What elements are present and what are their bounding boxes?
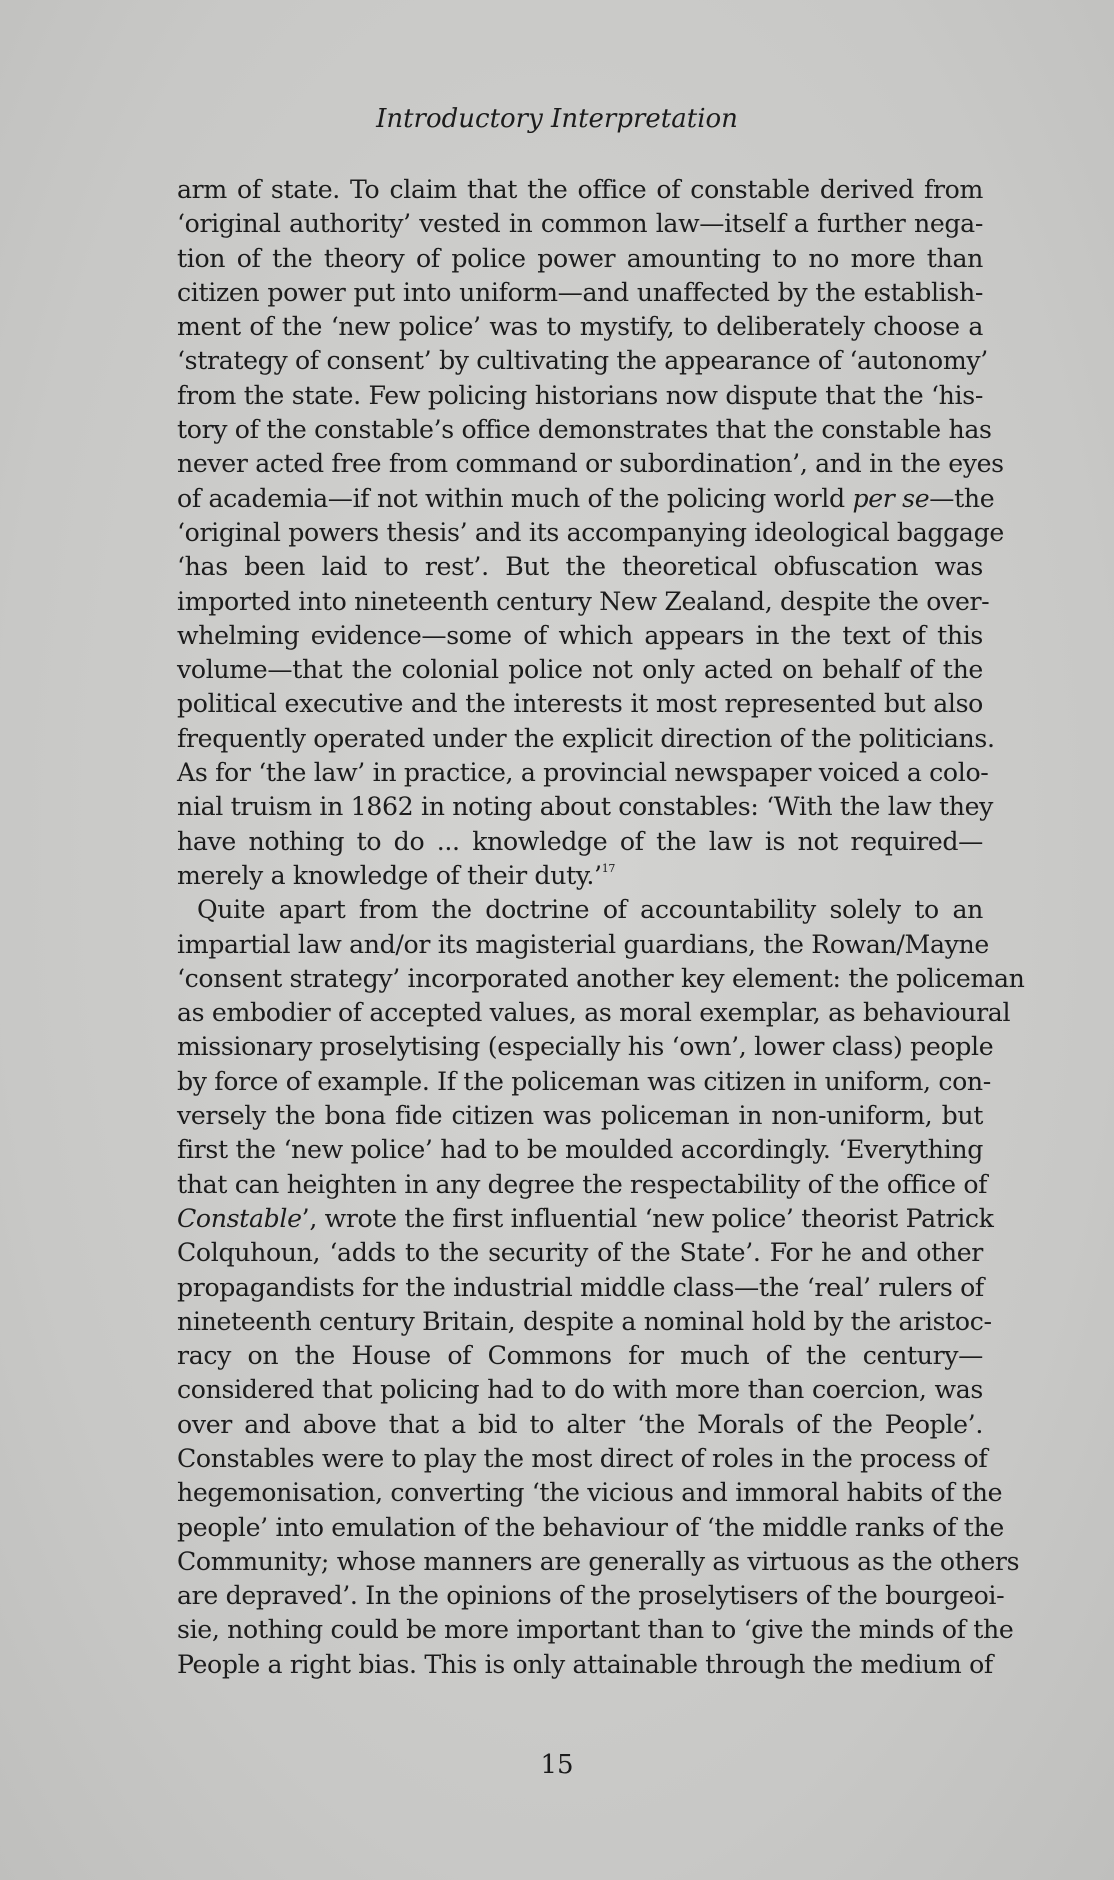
text-line: nineteenth century Britain, despite a nominal hold by the aristoc- [177, 1306, 992, 1336]
text-line: hegemonisation, converting ‘the vicious and immoral habits of the [177, 1478, 1003, 1508]
text-line: volume—that the colonial police not only acted on behalf of the [177, 655, 983, 685]
text-line: As for ‘the law’ in practice, a provincial newspaper voiced a colo- [177, 758, 989, 788]
text-line: arm of state. To claim that the office of constable derived from [177, 175, 983, 204]
text-line: impartial law and/or its magisterial guardians, the Rowan/Mayne [177, 929, 989, 959]
text-line: imported into nineteenth century New Zealand, despite the over- [177, 586, 990, 616]
text-line: frequently operated under the explicit direction of the politicians. [177, 723, 995, 753]
text-line: first the ‘new police’ had to be moulded accordingly. ‘Everything [177, 1135, 983, 1165]
text-line: whelming evidence—some of which appears in the text of this [177, 620, 983, 650]
body-text [177, 173, 1025, 1682]
text-line: political executive and the interests it most represented but also [177, 689, 983, 719]
text-line: Quite apart from the doctrine of accountability solely to an [197, 895, 983, 925]
text-line: People a right bias. This is only attainable through the medium of [177, 1649, 993, 1679]
text-line: tion of the theory of police power amounting to no more than [177, 243, 983, 273]
text-line: are depraved’. In the opinions of the proselytisers of the bourgeoi- [177, 1581, 1005, 1611]
text-line: citizen power put into uniform—and unaffected by the establish- [177, 277, 983, 307]
text-line: tory of the constable’s office demonstrates that the constable has [177, 415, 992, 445]
text-line: ‘consent strategy’ incorporated another key element: the policeman [177, 963, 1025, 993]
text-line: versely the bona fide citizen was policeman in non-uniform, but [177, 1101, 983, 1131]
text-line: have nothing to do ... knowledge of the law is not required— [177, 826, 983, 856]
text-line: Constables were to play the most direct of roles in the process of [177, 1443, 988, 1473]
text-line: merely a knowledge of their duty.’$^{17}$ [177, 860, 615, 890]
footnote-marker: 17 [601, 861, 615, 875]
text-line: nial truism in 1862 in noting about constables: ‘With the law they [177, 792, 994, 822]
text-line: of academia—if not within much of the policing world per se—the [177, 483, 995, 513]
text-line: people’ into emulation of the behaviour of ‘the middle ranks of the [177, 1512, 1004, 1542]
text-line: as embodier of accepted values, as moral exemplar, as behavioural [177, 998, 1011, 1028]
page-number: 15 [540, 1750, 574, 1780]
text-line: Community; whose manners are generally as virtuous as the others [177, 1546, 1020, 1576]
running-head: Introductory Interpretation [376, 104, 738, 134]
text-line: that can heighten in any degree the respectability of the office of [177, 1169, 988, 1199]
text-line: missionary proselytising (especially his ‘own’, lower class) people [177, 1032, 994, 1062]
text-line: ment of the ‘new police’ was to mystify, to deliberately choose a [177, 312, 983, 342]
text-line: over and above that a bid to alter ‘the Morals of the People’. [177, 1409, 983, 1439]
text-line: Constable’, wrote the first influential ‘new police’ theorist Patrick [177, 1203, 994, 1233]
text-line: ‘has been laid to rest’. But the theoretical obfuscation was [177, 552, 983, 582]
text-line: ‘original powers thesis’ and its accompanying ideological baggage [177, 517, 1004, 547]
text-line: ‘strategy of consent’ by cultivating the appearance of ‘autonomy’ [177, 346, 988, 376]
text-line: racy on the House of Commons for much of the century— [177, 1341, 983, 1371]
text-line: Colquhoun, ‘adds to the security of the State’. For he and other [177, 1238, 983, 1268]
text-line: ‘original authority’ vested in common law—itself a further nega- [177, 209, 983, 239]
text-line: considered that policing had to do with more than coercion, was [177, 1375, 983, 1405]
text-line: from the state. Few policing historians now dispute that the ‘his- [177, 380, 983, 410]
text-line: sie, nothing could be more important than to ‘give the minds of the [177, 1615, 1014, 1645]
text-line: propagandists for the industrial middle class—the ‘real’ rulers of [177, 1272, 984, 1302]
text-line: by force of example. If the policeman was citizen in uniform, con- [177, 1066, 991, 1096]
text-line: never acted free from command or subordination’, and in the eyes [177, 449, 1004, 479]
